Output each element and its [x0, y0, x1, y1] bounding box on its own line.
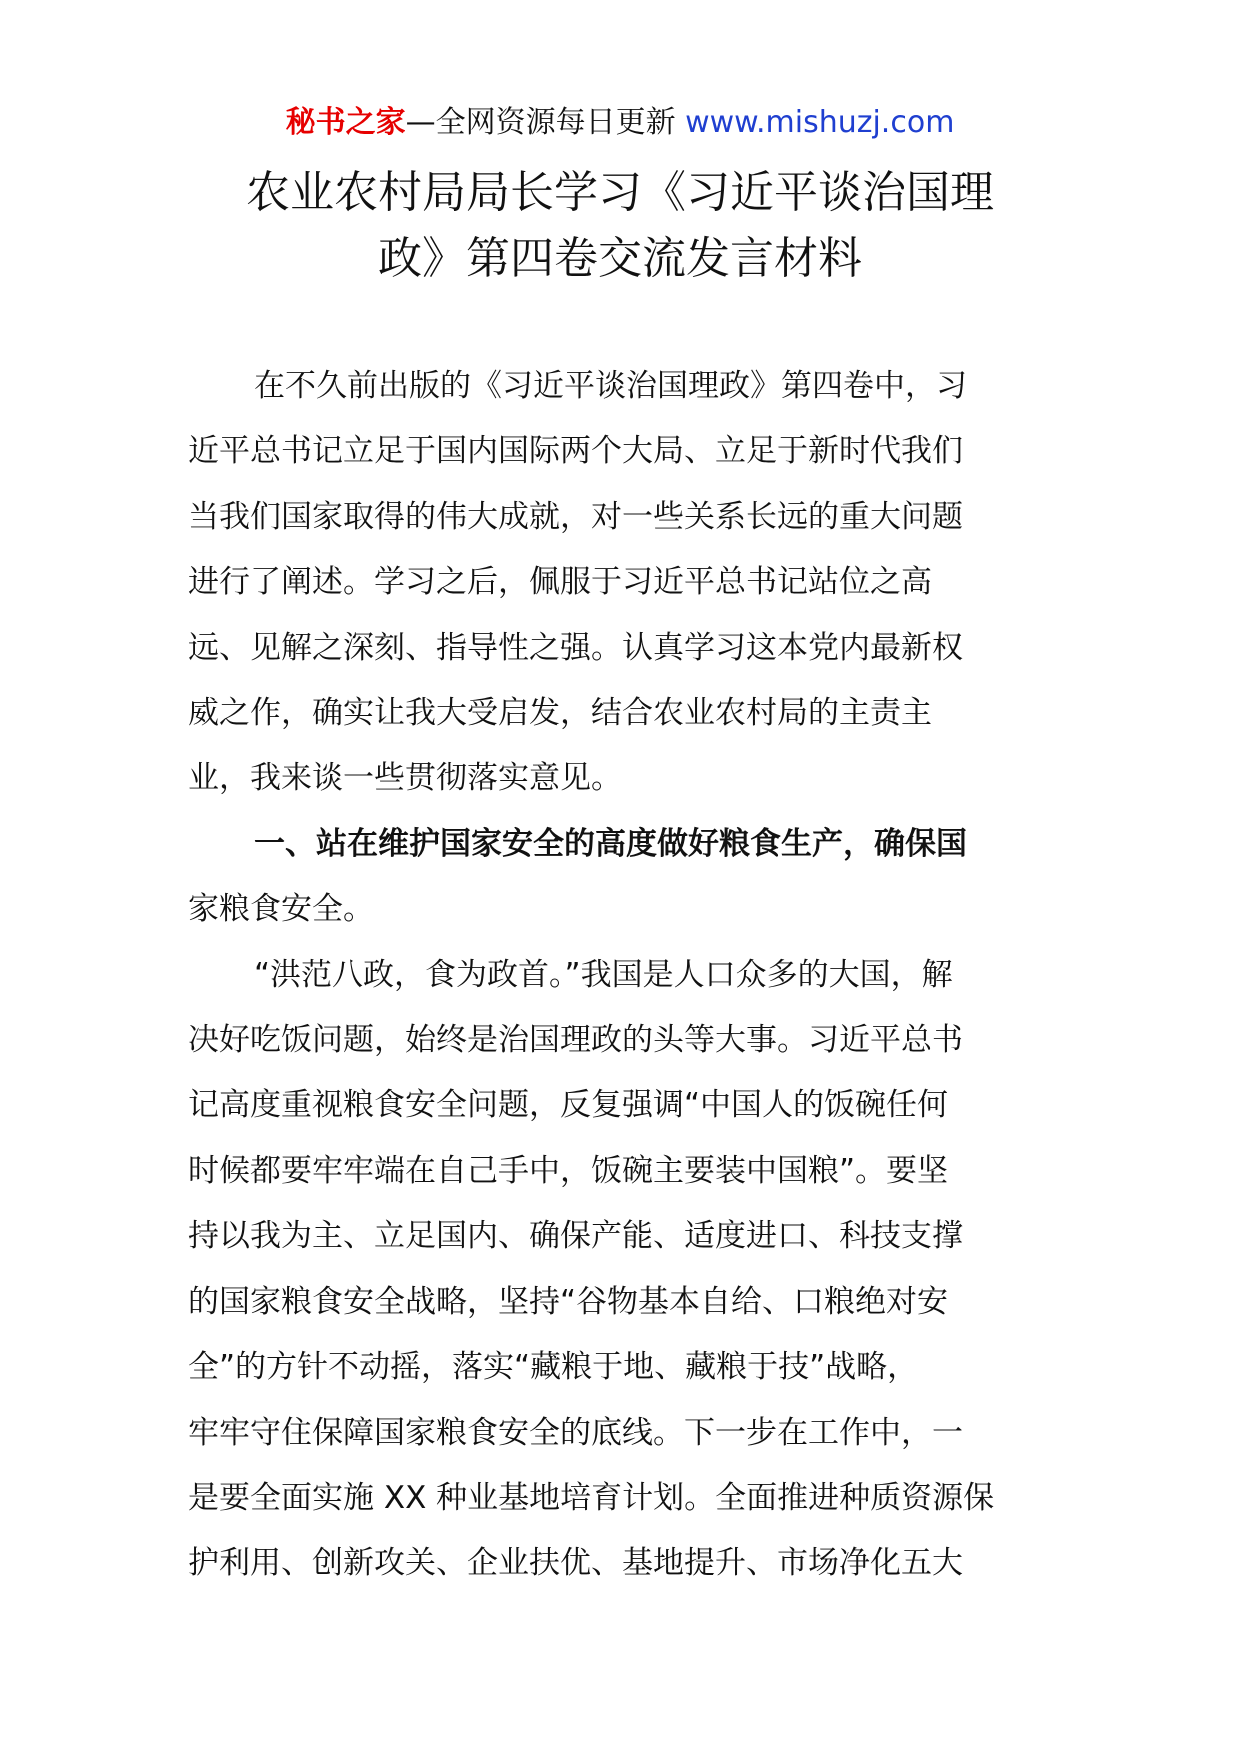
text-line: 是要全面实施 XX 种业基地培育计划。全面推进种质资源保: [188, 1479, 995, 1516]
section-heading-1: [188, 812, 1054, 943]
document-title: [120, 160, 1120, 292]
text-line: 业，我来谈一些贯彻落实意见。: [188, 760, 622, 797]
text-line: 牢牢守住保障国家粮食安全的底线。下一步在工作中，一: [188, 1414, 963, 1451]
text-line: 全”的方针不动摇，落实“藏粮于地、藏粮于技”战略，: [188, 1349, 919, 1386]
section-1-paragraph: [188, 943, 1054, 1597]
site-url-link[interactable]: www.mishuzj.com: [675, 105, 955, 140]
text-line: 当我们国家取得的伟大成就，对一些关系长远的重大问题: [188, 498, 963, 535]
text-line: 记高度重视粮食安全问题，反复强调“中国人的饭碗任何: [188, 1087, 949, 1124]
title-line-2: 政》第四卷交流发言材料: [378, 233, 862, 284]
text-line: 时候都要牢牢端在自己手中，饭碗主要装中国粮”。要坚: [188, 1152, 949, 1189]
heading-text: 一、站在维护国家安全的高度做好粮食生产，确保国: [254, 825, 967, 862]
text-line: 的国家粮食安全战略，坚持“谷物基本自给、口粮绝对安: [188, 1283, 949, 1320]
text-line: [188, 812, 1054, 877]
text-line: “洪范八政，食为政首。”我国是人口众多的大国，解: [254, 956, 953, 993]
text-line: 持以我为主、立足国内、确保产能、适度进口、科技支撑: [188, 1218, 963, 1255]
intro-paragraph: [188, 354, 1054, 812]
brand-name: 秘书之家: [285, 105, 406, 140]
text-line: 在不久前出版的《习近平谈治国理政》第四卷中，习: [254, 368, 967, 404]
text-line: 进行了阐述。学习之后，佩服于习近平总书记站位之高: [188, 564, 932, 601]
site-tagline: —全网资源每日更新: [405, 105, 676, 140]
text-line: 近平总书记立足于国内国际两个大局、立足于新时代我们: [188, 433, 963, 470]
title-line-1: 农业农村局局长学习《习近平谈治国理: [246, 167, 994, 218]
text-line: 决好吃饭问题，始终是治国理政的头等大事。习近平总书: [188, 1022, 963, 1059]
site-header: [0, 100, 1240, 146]
text-line: 护利用、创新攻关、企业扶优、基地提升、市场净化五大: [188, 1545, 963, 1582]
text-line: 威之作，确实让我大受启发，结合农业农村局的主责主: [188, 695, 932, 732]
text-line: 远、见解之深刻、指导性之强。认真学习这本党内最新权: [188, 629, 963, 666]
document-body: [188, 354, 1054, 1597]
text-line: 家粮食安全。: [188, 891, 374, 928]
